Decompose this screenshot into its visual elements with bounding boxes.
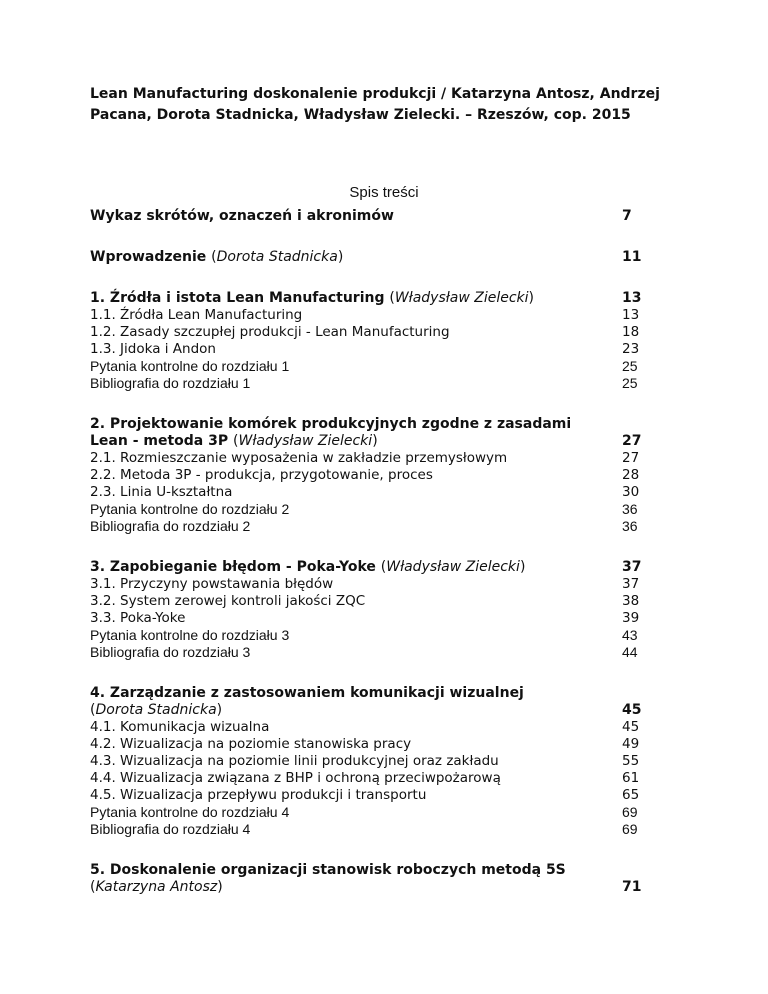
toc-subentry[interactable]: 4.4. Wizualizacja związana z BHP i ochroną przeciwpożarową 61	[90, 770, 640, 786]
toc-entry-title: (Dorota Stadnicka)	[90, 702, 223, 718]
toc-entry-page: 37	[622, 559, 642, 575]
toc-subentry[interactable]: 4.1. Komunikacja wizualna 45	[90, 719, 640, 735]
toc-chapter-entry[interactable]	[90, 433, 690, 450]
toc-chapter-title-line[interactable]	[90, 862, 690, 879]
toc-subentry[interactable]: 2.1. Rozmieszczanie wyposażenia w zakładzie przemysłowym 27	[90, 450, 640, 466]
toc-subentry[interactable]: 1.2. Zasady szczupłej produkcji - Lean Manufacturing 18	[90, 324, 640, 340]
toc-subentry[interactable]: 2.2. Metoda 3P - produkcja, przygotowanie, proces 28	[90, 467, 640, 483]
toc-section	[90, 416, 690, 535]
toc-section	[90, 249, 690, 266]
toc-chapter-entry[interactable]	[90, 290, 690, 307]
toc-subentry[interactable]: Pytania kontrolne do rozdziału 4 69	[90, 804, 638, 820]
toc-chapter-entry[interactable]	[90, 879, 690, 896]
toc-subentry[interactable]: 3.3. Poka-Yoke 39	[90, 610, 640, 626]
toc-entry-title: Wprowadzenie (Dorota Stadnicka)	[90, 249, 344, 265]
toc-subentry[interactable]: 3.2. System zerowej kontroli jakości ZQC 38	[90, 593, 640, 609]
toc-subentry[interactable]: 4.5. Wizualizacja przepływu produkcji i transportu 65	[90, 787, 640, 803]
toc-entry-author: Dorota Stadnicka	[216, 249, 338, 265]
document-title: Lean Manufacturing doskonalenie produkcji / Katarzyna Antosz, Andrzej Pacana, Dorota Stadnicka, Władysław Zielecki. – Rzeszów, cop. 2015	[90, 86, 660, 123]
toc-chapter-title-line[interactable]	[90, 416, 690, 433]
toc-entry-page: 11	[622, 249, 642, 265]
toc-subentry[interactable]: Pytania kontrolne do rozdziału 2 36	[90, 501, 638, 517]
toc-entry-page: 7	[622, 208, 632, 224]
toc-entry-title: Wykaz skrótów, oznaczeń i akronimów	[90, 208, 394, 224]
toc-subentry[interactable]: Pytania kontrolne do rozdziału 1 25	[90, 358, 638, 374]
toc-subentry[interactable]: Pytania kontrolne do rozdziału 3 43	[90, 627, 638, 643]
toc-entry-author: Władysław Zielecki	[394, 290, 529, 306]
toc-entry-title: Lean - metoda 3P (Władysław Zielecki)	[90, 433, 378, 449]
toc-section	[90, 685, 690, 838]
toc-section	[90, 862, 690, 896]
toc-entry-author: Katarzyna Antosz	[95, 879, 218, 895]
toc-subentry[interactable]: Bibliografia do rozdziału 2 36	[90, 518, 638, 534]
toc-entry-author: Dorota Stadnicka	[95, 702, 217, 718]
toc-entry-title: 1. Źródła i istota Lean Manufacturing (Władysław Zielecki)	[90, 290, 534, 306]
toc-subentry[interactable]: 2.3. Linia U-kształtna 30	[90, 484, 640, 500]
toc-section	[90, 290, 690, 392]
toc-subentry[interactable]: 4.3. Wizualizacja na poziomie linii produkcyjnej oraz zakładu 55	[90, 753, 640, 769]
toc-subentry[interactable]: Bibliografia do rozdziału 4 69	[90, 821, 638, 837]
toc-entry[interactable]	[90, 208, 690, 225]
toc-entry-page: 45	[622, 702, 642, 718]
toc-chapter-entry[interactable]	[90, 559, 690, 576]
toc-entry-title: (Katarzyna Antosz)	[90, 879, 223, 895]
toc-section	[90, 559, 690, 661]
toc-chapter-title-line[interactable]	[90, 685, 690, 702]
toc-heading: Spis treści	[349, 184, 419, 201]
toc-subentry[interactable]: Bibliografia do rozdziału 1 25	[90, 375, 638, 391]
toc-entry-page: 71	[622, 879, 642, 895]
toc-chapter-entry[interactable]	[90, 702, 690, 719]
toc-entry-author: Władysław Zielecki	[238, 433, 373, 449]
toc-entry-title: 2. Projektowanie komórek produkcyjnych zgodne z zasadami	[90, 416, 572, 432]
toc-entry-title: 5. Doskonalenie organizacji stanowisk roboczych metodą 5S	[90, 862, 566, 878]
table-of-contents	[90, 208, 690, 896]
toc-subentry[interactable]: Bibliografia do rozdziału 3 44	[90, 644, 638, 660]
toc-section	[90, 208, 690, 225]
toc-subentry[interactable]: 4.2. Wizualizacja na poziomie stanowiska pracy 49	[90, 736, 640, 752]
toc-subentry[interactable]: 1.1. Źródła Lean Manufacturing 13	[90, 307, 640, 323]
toc-subentry[interactable]: 1.3. Jidoka i Andon 23	[90, 341, 640, 357]
toc-subentry[interactable]: 3.1. Przyczyny powstawania błędów 37	[90, 576, 640, 592]
toc-entry-page: 13	[622, 290, 642, 306]
toc-entry-page: 27	[622, 433, 642, 449]
toc-entry-title: 4. Zarządzanie z zastosowaniem komunikacji wizualnej	[90, 685, 524, 701]
toc-entry-author: Władysław Zielecki	[386, 559, 520, 575]
toc-entry[interactable]	[90, 249, 690, 266]
toc-entry-title: 3. Zapobieganie błędom - Poka-Yoke (Władysław Zielecki)	[90, 559, 526, 575]
